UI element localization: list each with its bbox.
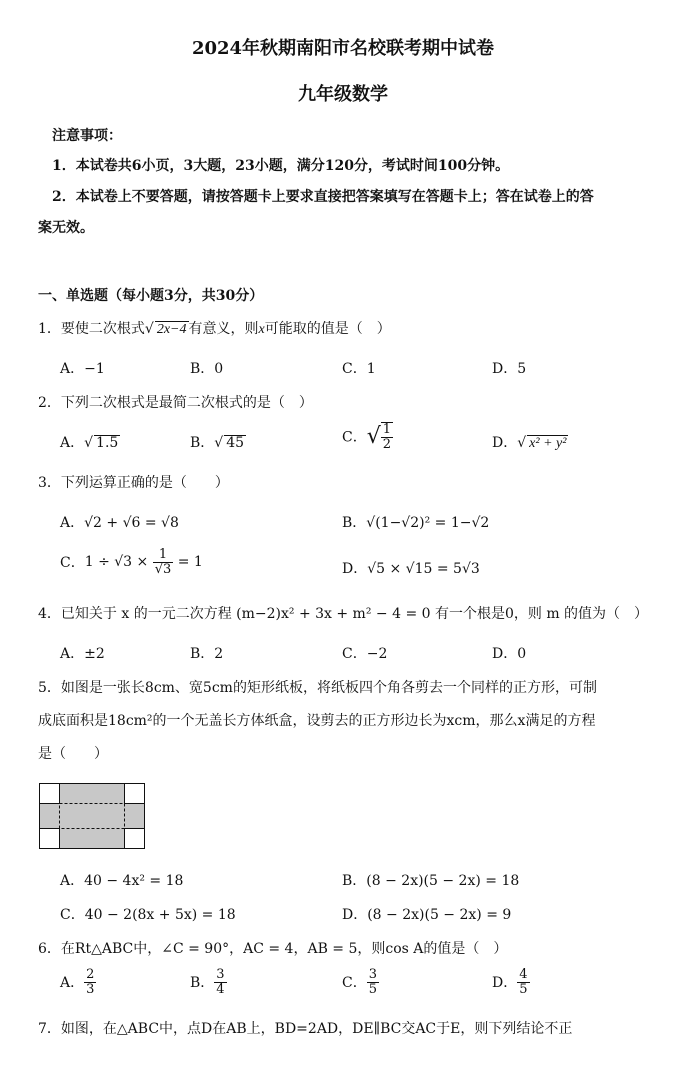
q1-option-b: B．0 — [190, 361, 224, 377]
q2-a-label: A． — [60, 435, 85, 451]
figure-side-strip — [40, 804, 145, 829]
q6-c-label: C． — [342, 975, 367, 992]
q6-a-numerator: 2 — [86, 967, 95, 982]
figure-corner-tl — [40, 784, 60, 804]
q2-d-radicand: x² + y² — [529, 436, 567, 451]
q6-c-numerator: 3 — [368, 967, 377, 982]
q5-option-c: C．40 − 2(8x + 5x) = 18 — [60, 907, 236, 923]
q6-option-d — [492, 968, 530, 996]
q1-option-d: D．5 — [492, 361, 527, 377]
q3-c-label: C． — [60, 555, 85, 572]
question-5-line-3: 是（ ） — [38, 746, 108, 762]
q4-option-b: B．2 — [190, 646, 224, 662]
q2-option-b — [190, 432, 246, 452]
q2-d-label: D． — [492, 435, 518, 451]
q6-b-denominator: 4 — [216, 981, 225, 997]
q1-option-a: A．−1 — [60, 361, 105, 377]
q3-option-a: A．√2 + √6 = √8 — [60, 515, 179, 531]
question-2-stem: 2．下列二次根式是最简二次根式的是（ ） — [38, 395, 313, 411]
figure-corner-tr — [125, 784, 145, 804]
radical-sign-icon: √ — [366, 424, 381, 450]
q6-c-denominator: 5 — [368, 981, 377, 997]
q5-option-d: D．(8 − 2x)(5 − 2x) = 9 — [342, 907, 512, 923]
q6-b-label: B． — [190, 975, 215, 992]
q1-pre: 1．要使二次根式 — [38, 321, 145, 337]
question-7-line-1: 7．如图，在△ABC中，点D在AB上，BD=2AD，DE∥BC交AC于E，则下列结论不正 — [38, 1021, 573, 1037]
question-1-stem — [38, 318, 391, 338]
q6-c-fraction — [367, 968, 379, 996]
q5-option-a: A．40 − 4x² = 18 — [60, 873, 184, 889]
q3-c-numerator: 1 — [153, 548, 174, 563]
q6-option-b — [190, 968, 227, 996]
radical-sign-icon: √ — [144, 321, 154, 337]
q1-radicand: 2x−4 — [156, 322, 187, 337]
q6-b-fraction — [214, 968, 226, 996]
q4-option-c: C．−2 — [342, 646, 388, 662]
notes-item-2-line-2: 案无效。 — [38, 220, 94, 236]
q2-option-c — [342, 422, 393, 451]
q3-option-b: B．√(1−√2)² = 1−√2 — [342, 515, 490, 531]
question-5-line-2: 成底面积是18cm²的一个无盖长方体纸盒，设剪去的正方形边长为xcm，那么x满足的方程 — [38, 713, 596, 729]
exam-title: 2024年秋期南阳市名校联考期中试卷 — [191, 38, 495, 59]
notes-item-2-line-1: 2．本试卷上不要答题，请按答题卡上要求直接把答案填写在答题卡上；答在试卷上的答 — [52, 189, 594, 205]
question-3-stem: 3．下列运算正确的是（ ） — [38, 475, 229, 491]
q2-option-a — [60, 432, 120, 452]
q2-b-label: B． — [190, 435, 215, 451]
q4-option-a: A．±2 — [60, 646, 105, 662]
radical-sign-icon: √ — [84, 435, 94, 451]
q2-c-denominator: 2 — [382, 436, 392, 452]
q6-a-denominator: 3 — [86, 981, 95, 997]
q5-option-b: B．(8 − 2x)(5 − 2x) = 18 — [342, 873, 520, 889]
q1-post2: 可能取的值是（ ） — [264, 321, 391, 337]
q2-c-fraction — [381, 422, 393, 451]
q3-c-fraction — [153, 548, 174, 576]
q1-var: x — [258, 322, 265, 337]
q4-option-d: D．0 — [492, 646, 527, 662]
q2-b-radicand: 45 — [226, 435, 245, 451]
section-title: 一、单选题（每小题3分，共30分） — [38, 288, 264, 304]
exam-subtitle: 九年级数学 — [298, 84, 388, 105]
q1-post: 有意义，则 — [188, 321, 259, 337]
question-4-stem: 4．已知关于 x 的一元二次方程 (m−2)x² + 3x + m² − 4 = 0 有一个根是0，则 m 的值为（ ） — [38, 606, 649, 622]
radical-sign-icon: √ — [517, 435, 527, 451]
q3-c-pre: 1 ÷ √3 × — [84, 554, 149, 571]
q6-d-numerator: 4 — [519, 967, 528, 982]
notes-item-1: 1．本试卷共6小页，3大题，23小题，满分120分，考试时间100分钟。 — [52, 158, 510, 174]
question-6-stem: 6．在Rt△ABC中，∠C = 90°，AC = 4，AB = 5，则cos A的值是（ ） — [38, 941, 508, 957]
q6-d-label: D． — [492, 975, 518, 992]
q6-a-fraction — [84, 968, 96, 996]
q5-figure-cardboard — [39, 783, 145, 849]
q6-d-denominator: 5 — [519, 981, 528, 997]
q3-c-post: = 1 — [177, 554, 203, 571]
q2-c-label: C． — [342, 429, 367, 446]
q6-d-fraction — [517, 968, 529, 996]
notes-heading: 注意事项： — [52, 128, 122, 144]
q6-option-c — [342, 968, 379, 996]
figure-corner-br — [125, 829, 145, 849]
q3-option-d: D．√5 × √15 = 5√3 — [342, 561, 480, 577]
figure-corner-bl — [40, 829, 60, 849]
q6-a-label: A． — [60, 975, 85, 992]
q2-c-numerator: 1 — [382, 422, 392, 437]
q6-option-a — [60, 968, 96, 996]
q2-option-d — [492, 432, 568, 452]
q6-b-numerator: 3 — [216, 967, 225, 982]
q3-c-denominator: √3 — [154, 561, 172, 577]
radical-sign-icon: √ — [214, 435, 224, 451]
q3-option-c — [60, 548, 203, 576]
q1-option-c: C．1 — [342, 361, 376, 377]
q2-a-radicand: 1.5 — [96, 435, 119, 451]
question-5-line-1: 5．如图是一张长8cm、宽5cm的矩形纸板，将纸板四个角各剪去一个同样的正方形，可制 — [38, 680, 597, 696]
